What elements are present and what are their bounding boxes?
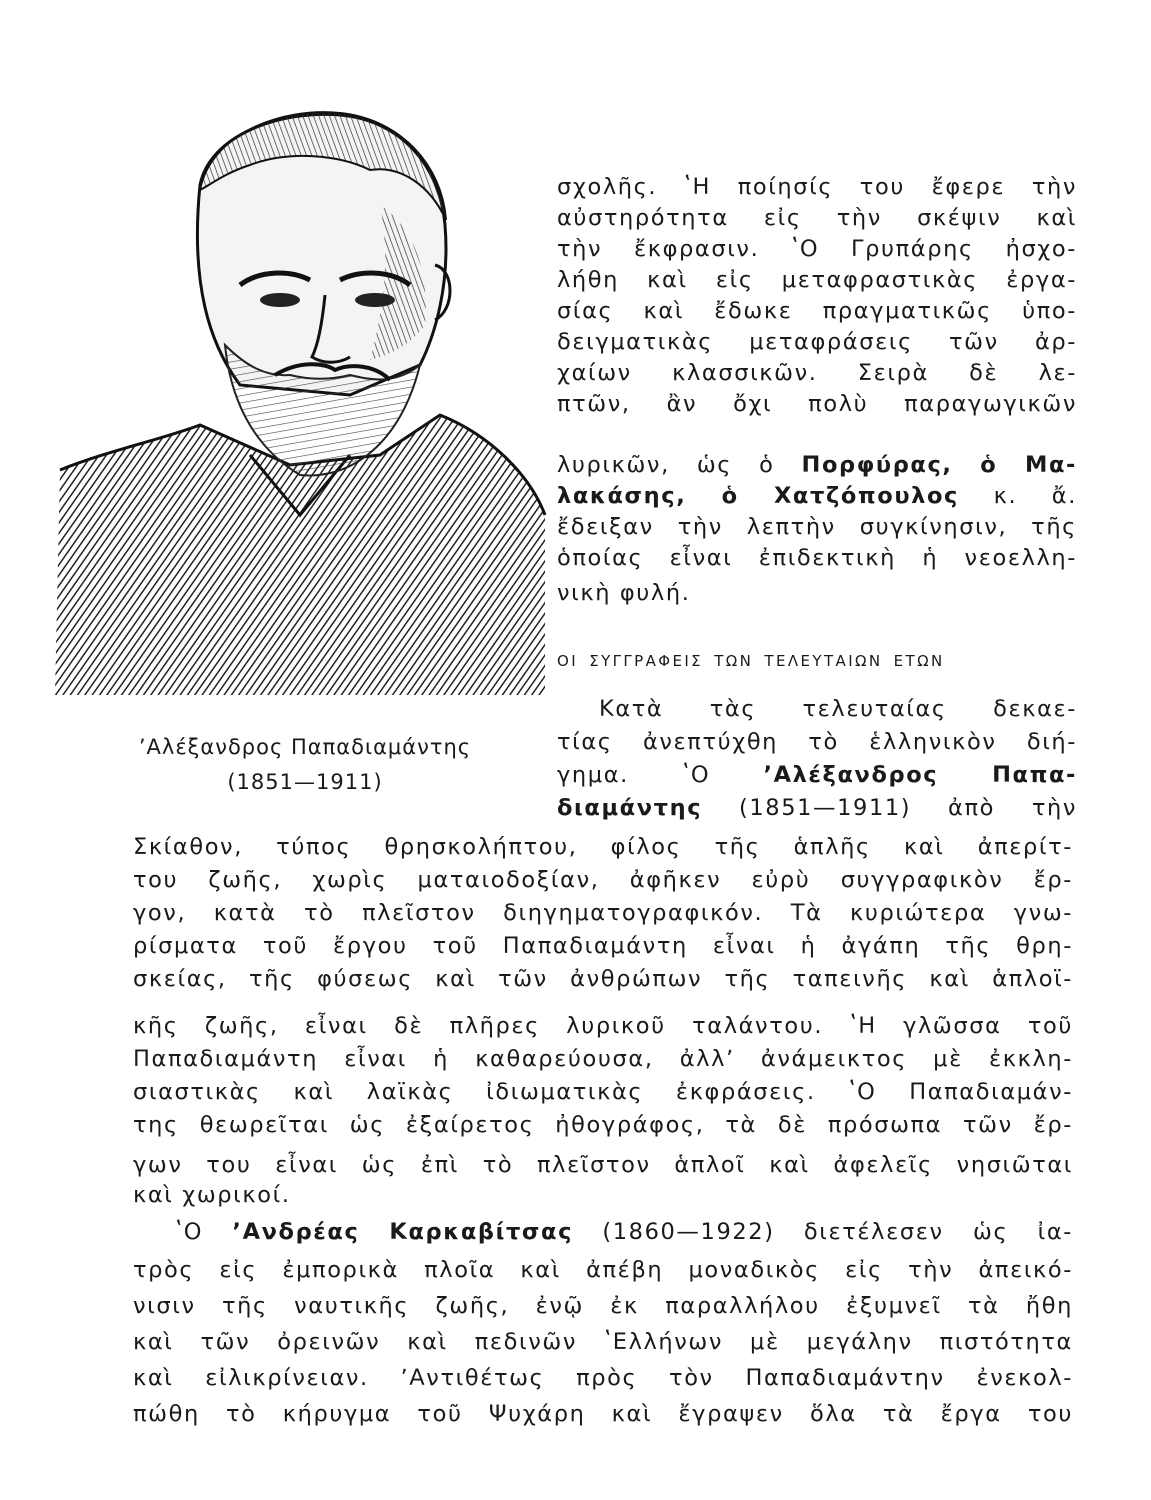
text-segment: κ. ἄ.: [993, 483, 1077, 509]
text-segment: ʽΟ: [175, 1219, 204, 1245]
text-line: της θεωρεῖται ὡς ἐξαίρετος ἠθογράφος, τὰ δὲ πρόσωπα τῶν ἔρ-: [133, 1112, 1073, 1138]
text-segment: (1851—1911) ἀπὸ τὴν: [739, 795, 1077, 821]
text-line: ἔδειξαν τὴν λεπτὴν συγκίνησιν, τῆς: [557, 514, 1077, 540]
text-segment: λυρικῶν, ὡς ὁ: [557, 452, 775, 478]
author-names: λακάσης, ὁ Χατζόπουλος: [557, 483, 959, 509]
text-line: ρίσματα τοῦ ἔργου τοῦ Παπαδιαμάντη εἶναι ἡ ἀγάπη τῆς θρη-: [133, 933, 1073, 959]
text-line: γον, κατὰ τὸ πλεῖστον διηγηματογραφικόν. Τὰ κυριώτερα γνω-: [133, 900, 1073, 926]
text-line: καὶ εἰλικρίνειαν. ʼΑντιθέτως πρὸς τὸν Παπαδιαμάντην ἐνεκολ-: [133, 1365, 1073, 1391]
author-name-karkavitsas: ʼΑνδρέας Καρκαβίτσας: [232, 1219, 574, 1245]
text-segment: γημα. ʽΟ: [557, 762, 711, 788]
text-line: τίας ἀνεπτύχθη τὸ ἑλληνικὸν διή-: [557, 729, 1077, 755]
text-line: τὴν ἔκφρασιν. ʽΟ Γρυπάρης ἠσχο-: [557, 236, 1077, 262]
text-line: [557, 481, 1077, 511]
text-line: τρὸς εἰς ἐμπορικὰ πλοῖα καὶ ἀπέβη μοναδικὸς εἰς τὴν ἀπεικό-: [133, 1257, 1073, 1283]
text-line: νισιν τῆς ναυτικῆς ζωῆς, ἐνῷ ἐκ παραλλήλου ἐξυμνεῖ τὰ ἤθη: [133, 1293, 1073, 1319]
author-name-papadiamantis-cont: διαμάντης: [557, 795, 703, 821]
text-line: σχολῆς. ʽΗ ποίησίς του ἔφερε τὴν: [557, 174, 1077, 200]
text-line: καὶ τῶν ὀρεινῶν καὶ πεδινῶν ʽΕλλήνων μὲ μεγάλην πιστότητα: [133, 1329, 1073, 1355]
text-line: χαίων κλασσικῶν. Σειρὰ δὲ λε-: [557, 360, 1077, 386]
portrait-caption-dates: (1851—1911): [227, 770, 383, 794]
text-line: σκείας, τῆς φύσεως καὶ τῶν ἀνθρώπων τῆς ταπεινῆς καὶ ἁπλοϊ-: [133, 966, 1073, 992]
text-line: καὶ χωρικοί.: [133, 1182, 291, 1208]
text-line: δειγματικὰς μεταφράσεις τῶν ἀρ-: [557, 329, 1077, 355]
portrait-caption-name: ʼΑλέξανδρος Παπαδιαμάντης: [138, 735, 472, 759]
text-line: Κατὰ τὰς τελευταίας δεκαε-: [599, 696, 1077, 722]
text-segment: (1860—1922) διετέλεσεν ὡς ἰα-: [602, 1219, 1073, 1245]
section-heading: ΟΙ ΣΥΓΓΡΑΦΕΙΣ ΤΩΝ ΤΕΛΕΥΤΑΙΩΝ ΕΤΩΝ: [557, 652, 945, 670]
text-line: [557, 793, 1077, 823]
text-line: κῆς ζωῆς, εἶναι δὲ πλῆρες λυρικοῦ ταλάντου. ʽΗ γλῶσσα τοῦ: [133, 1013, 1073, 1039]
text-line: λήθη καὶ εἰς μεταφραστικὰς ἐργα-: [557, 267, 1077, 293]
text-line: Παπαδιαμάντη εἶναι ἡ καθαρεύουσα, ἀλλʼ ἀνάμεικτος μὲ ἐκκλη-: [133, 1046, 1073, 1072]
text-line: [133, 1217, 1073, 1247]
text-line: πώθη τὸ κήρυγμα τοῦ Ψυχάρη καὶ ἔγραψεν ὅλα τὰ ἔργα του: [133, 1401, 1073, 1427]
text-line: ὁποίας εἶναι ἐπιδεκτικὴ ἡ νεοελλη-: [557, 545, 1077, 571]
text-line: γων του εἶναι ὡς ἐπὶ τὸ πλεῖστον ἁπλοῖ καὶ ἀφελεῖς νησιῶται: [133, 1152, 1073, 1178]
text-line: [557, 450, 1077, 480]
text-line: πτῶν, ἂν ὄχι πολὺ παραγωγικῶν: [557, 391, 1077, 417]
text-line: αὐστηρότητα εἰς τὴν σκέψιν καὶ: [557, 205, 1077, 231]
text-line: νικὴ φυλή.: [557, 580, 691, 606]
author-name-papadiamantis: ʼΑλέξανδρος Παπα-: [763, 762, 1077, 788]
author-name-porfyras: Πορφύρας, ὁ Μα-: [801, 452, 1077, 478]
text-line: σίας καὶ ἔδωκε πραγματικῶς ὑπο-: [557, 298, 1077, 324]
portrait-engraving: [50, 95, 548, 700]
text-line: σιαστικὰς καὶ λαϊκὰς ἰδιωματικὰς ἐκφράσεις. ʽΟ Παπαδιαμάν-: [133, 1079, 1073, 1105]
text-line: Σκίαθον, τύπος θρησκολήπτου, φίλος τῆς ἁπλῆς καὶ ἀπερίτ-: [133, 834, 1073, 860]
text-line: [557, 760, 1077, 790]
text-line: του ζωῆς, χωρὶς ματαιοδοξίαν, ἀφῆκεν εὐρὺ συγγραφικὸν ἔρ-: [133, 867, 1073, 893]
